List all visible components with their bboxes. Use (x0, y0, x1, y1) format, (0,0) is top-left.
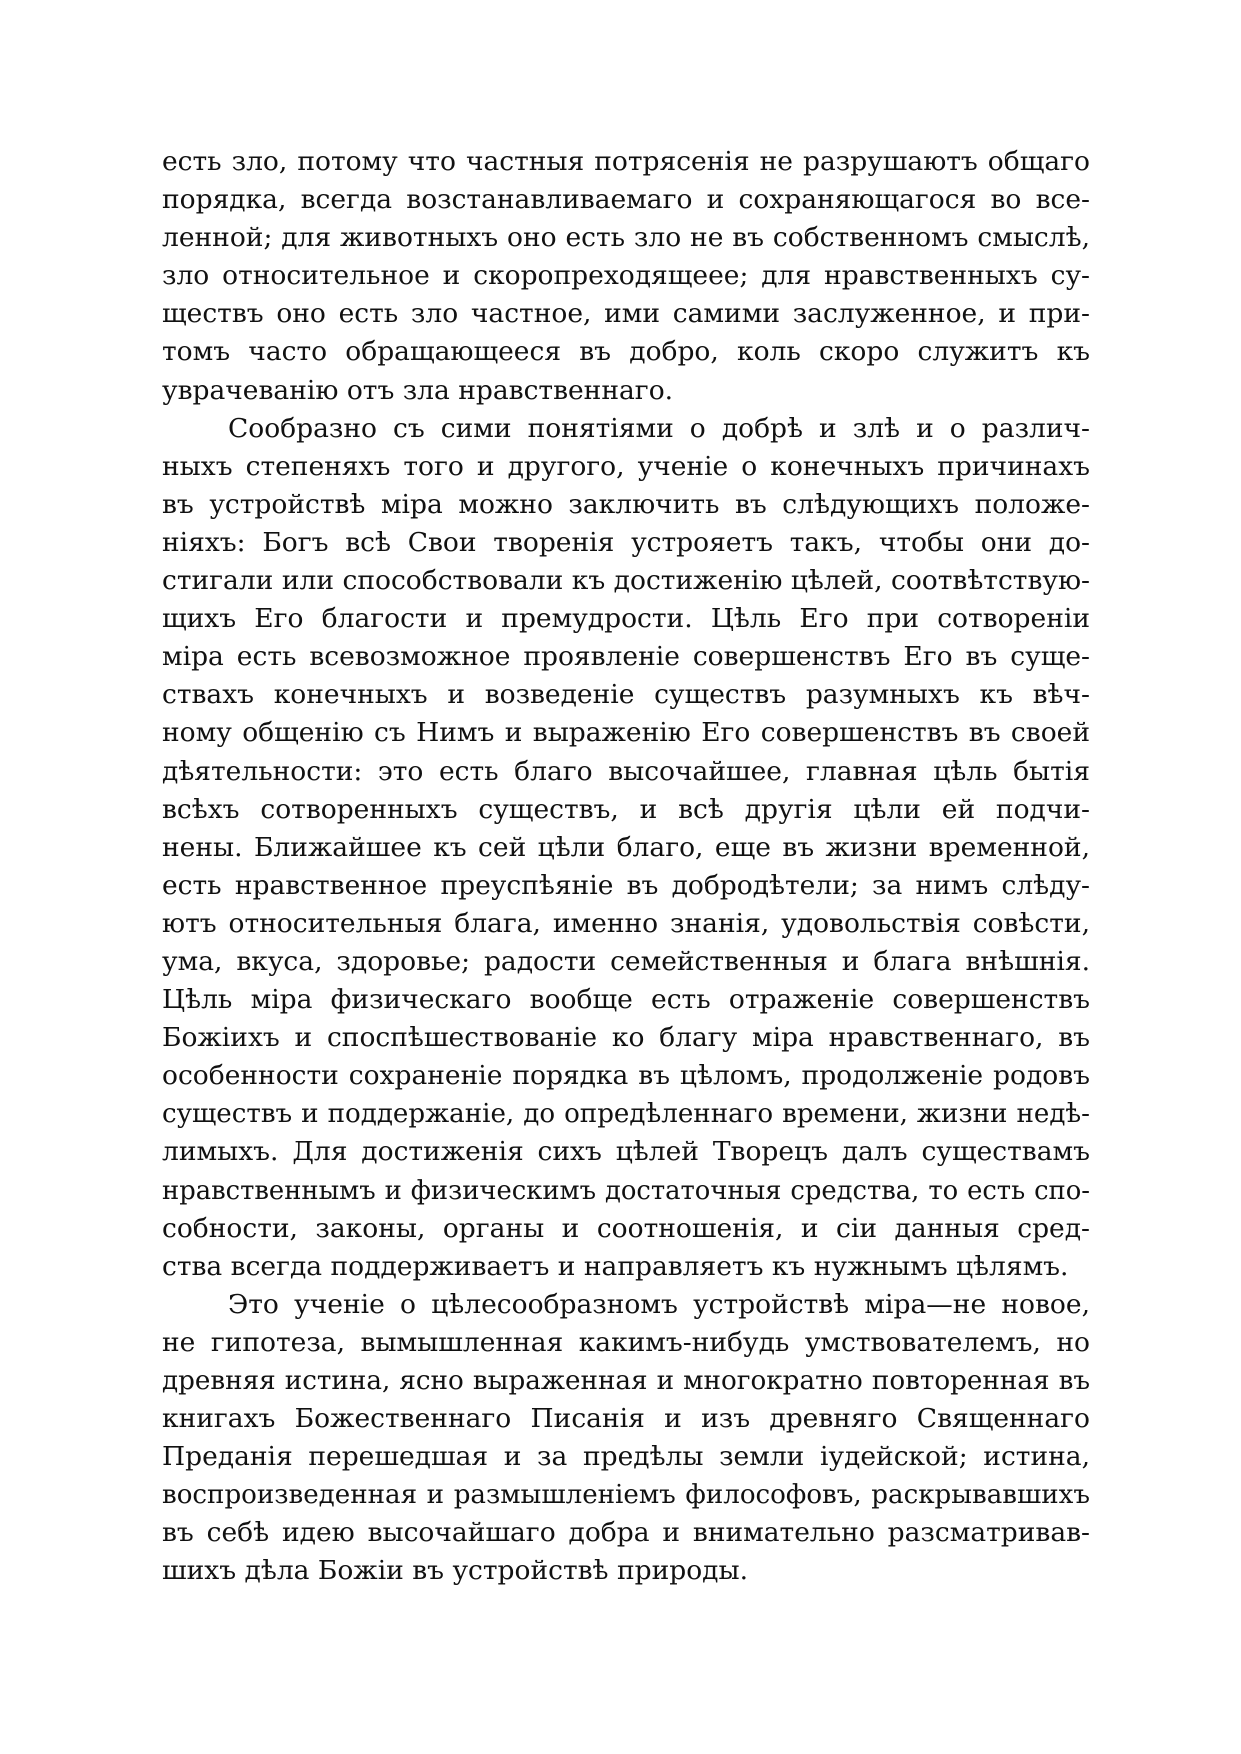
text-line: ніяхъ: Богъ всѣ Свои творенія устрояетъ такъ, чтобы они до- (162, 526, 1090, 558)
text-line: ленной; для животныхъ оно есть зло не въ собственномъ смыслѣ, (162, 222, 1090, 254)
text-line: ному общенію съ Нимъ и выраженію Его совершенствъ въ своей (162, 717, 1090, 749)
text-line: существъ и поддержаніе, до опредѣленнаго времени, жизни недѣ- (162, 1099, 1090, 1130)
text-line: всѣхъ сотворенныхъ существъ, и всѣ другія цѣли ей подчи- (162, 793, 1090, 825)
text-line: щихъ Его благости и премудрости. Цѣль Его при сотвореніи (162, 603, 1090, 635)
text-line: зло относительное и скоропреходящеее; для нравственныхъ су- (162, 260, 1090, 292)
text-line: лимыхъ. Для достиженія сихъ цѣлей Творецъ далъ существамъ (162, 1136, 1090, 1168)
text-line: особенности сохраненіе порядка въ цѣломъ, продолженіе родовъ (162, 1060, 1090, 1092)
text-line: ства всегда поддерживаетъ и направляетъ къ нужнымъ цѣлямъ. (162, 1250, 1069, 1282)
text-line: уврачеванію отъ зла нравственнаго. (162, 374, 674, 406)
text-line: воспроизведенная и размышленіемъ философовъ, раскрывавшихъ (162, 1480, 1090, 1511)
text-line: ума, вкуса, здоровье; радости семейственныя и блага внѣшнія. (162, 945, 1090, 977)
text-line: нены. Ближайшее къ сей цѣли благо, еще въ жизни временной, (162, 831, 1090, 863)
text-line: есть нравственное преуспѣяніе въ добродѣтели; за нимъ слѣду- (162, 869, 1090, 901)
text-line: ществъ оно есть зло частное, ими самими заслуженное, и при- (162, 298, 1090, 330)
text-line: ютъ относительныя блага, именно знанія, удовольствія совѣсти, (162, 907, 1090, 939)
text-line: не гипотеза, вымышленная какимъ-нибудь умствователемъ, но (162, 1326, 1090, 1358)
text-line: дѣятельности: это есть благо высочайшее, главная цѣль бытія (162, 755, 1090, 787)
text-line: томъ часто обращающееся въ добро, коль скоро служитъ къ (162, 336, 1090, 368)
text-line: міра есть всевозможное проявленіе совершенствъ Его въ суще- (162, 641, 1090, 673)
text-line: порядка, всегда возстанавливаемаго и сохраняющагося во все- (162, 184, 1090, 216)
text-line: стигали или способствовали къ достиженію цѣлей, соотвѣтствую- (162, 565, 1090, 597)
paragraph-start-line: Сообразно съ сими понятіями о добрѣ и злѣ и о различ- (228, 412, 1090, 444)
text-line: шихъ дѣла Божіи въ устройствѣ природы. (162, 1555, 748, 1587)
text-line: собности, законы, органы и соотношенія, и сіи данныя сред- (162, 1212, 1090, 1244)
text-line: нравственнымъ и физическимъ достаточныя средства, то есть спо- (162, 1175, 1090, 1206)
text-line: Цѣль міра физическаго вообще есть отраженіе совершенствъ (162, 984, 1090, 1016)
text-line: есть зло, потому что частныя потрясенія не разрушаютъ общаго (162, 146, 1090, 177)
text-line: книгахъ Божественнаго Писанія и изъ древняго Священнаго (162, 1403, 1090, 1435)
text-line: Преданія перешедшая и за предѣлы земли іудейской; истина, (162, 1441, 1090, 1473)
text-line: ныхъ степеняхъ того и другого, ученіе о конечныхъ причинахъ (162, 450, 1090, 482)
text-line: древняя истина, ясно выраженная и многократно повторенная въ (162, 1366, 1090, 1396)
page-text (162, 143, 1090, 1591)
text-line: ствахъ конечныхъ и возведеніе существъ разумныхъ къ вѣч- (162, 679, 1090, 711)
text-line: въ устройствѣ міра можно заключить въ слѣдующихъ положе- (162, 488, 1090, 520)
paragraph-start-line: Это ученіе о цѣлесообразномъ устройствѣ міра—не новое, (228, 1288, 1090, 1320)
text-line: Божіихъ и споспѣшествованіе ко благу міра нравственнаго, въ (162, 1022, 1090, 1054)
text-line: въ себѣ идею высочайшаго добра и внимательно разсматривав- (162, 1517, 1090, 1549)
